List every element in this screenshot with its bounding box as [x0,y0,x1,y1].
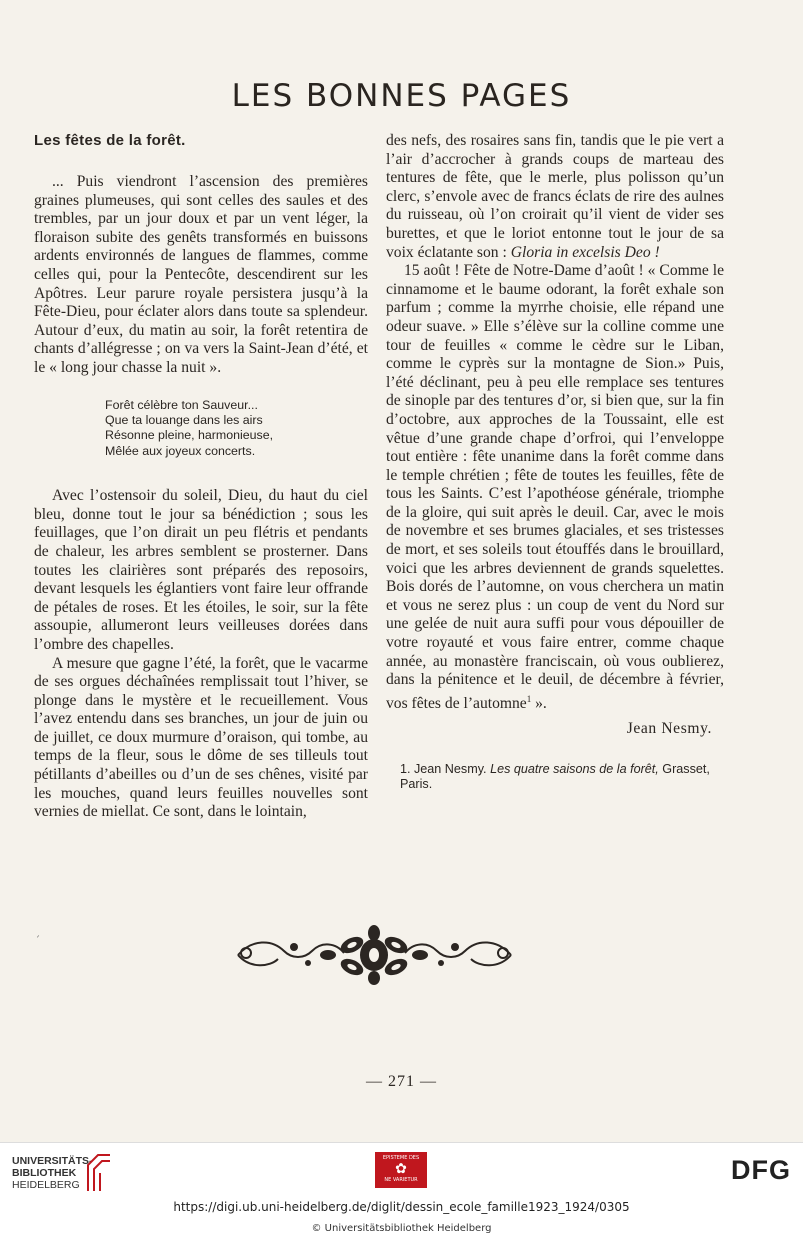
paragraph-text: des nefs, des rosaires sans fin, tandis que le pie vert a l’air d’accrocher à grands coups de marteau des tentures de fête, que le merle, plus polisson qu’un clerc, s’envole avec de francs éclats de rire des aulnes du ruisseau, où l’on croirait qu’il vient de vider ses burettes, et que le loriot entonne tout le jour de sa voix éclatante son : [386,132,724,261]
page-number: — 271 — [366,1073,437,1090]
footnote-suffix: Grasset, Paris. [400,761,710,792]
footnote-marker: 1 [526,693,532,704]
poem [105,398,368,460]
library-logo[interactable] [12,1155,93,1191]
page-header-title: LES BONNES PAGES [231,78,572,114]
poem-line: Forêt célèbre ton Sauveur... [105,397,258,412]
floral-ornament-icon [232,925,517,985]
author-signature: Jean Nesmy. [626,719,712,737]
project-logo-text: EPISTEME DES [382,1155,420,1161]
section-title: Les fêtes de la forêt. [34,132,186,149]
right-column [386,132,724,793]
paragraph: Avec l’ostensoir du soleil, Dieu, du haut du ciel bleu, donne tout le jour sa bénédiction ; sous les feuillages, que l’on dirait un peu flétris et pendants de chaleur, les arbres semblent se prosterner. Dans toutes les clairières sont préparés des reposoirs, devant lesquels les églantiers vont faire leur offrande de pétales de roses. Et les étoiles, le soir, sur la fête assoupie, allumeront leurs veilleuses dorées dans l’ombre des chapelles. [34,487,368,653]
latin-quote: Gloria in excelsis Deo ! [510,243,660,261]
library-name-line: UNIVERSITÄTS- [12,1155,93,1167]
left-column [34,132,368,822]
library-emblem-icon [84,1151,112,1193]
library-name-line: BIBLIOTHEK [12,1167,77,1179]
footnote-prefix: 1. Jean Nesmy. [400,761,487,776]
dfg-logo[interactable]: DFG [731,1155,791,1185]
stray-mark: ´ [35,936,40,947]
poem-line: Que ta louange dans les airs [105,412,263,427]
poem-line: Mêlée aux joyeux concerts. [105,443,256,458]
paragraph: A mesure que gagne l’été, la forêt, que le vacarme de ses orgues déchaînées remplissait tout l’hiver, se plonge dans le mystère et le recueillement. Vous l’avez entendu dans ses branches, un jour de juin ou de juillet, ce doux murmure d’oraison, qui tombe, au temps de la fleur, sous le dôme de ses tilleuls tout pétillants d’abeilles ou d’un de ses chênes, visité par les mouches, quand leurs feuilles nouvelles sont vernies de miellat. Ce sont, dans le lointain, [34,654,368,821]
project-logo-text: NE VARIETUR [384,1177,418,1183]
library-name-line: HEIDELBERG [12,1179,80,1191]
paragraph: ... Puis viendront l’ascension des premières graines plumeuses, qui sont celles des saules et des trembles, par un jour doux et par un vent léger, la floraison subite des genêts transformés en buissons ardents environnés de langues de flammes, comme celles qui, pour la Pentecôte, descendirent sur les Apôtres. Leur parure royale persistera jusqu’à la Fête-Dieu, pour éclater alors dans toute sa splendeur. Autour d’eux, du matin au soir, la forêt retentira de chants d’allégresse ; on va vers la Saint-Jean d’été, et le « long jour chasse la nuit ». [34,173,368,376]
footnote-title: Les quatre saisons de la forêt, [490,761,659,776]
project-logo-emblem-icon: ✿ [395,1161,407,1177]
footer-band [0,1142,803,1242]
paragraph [386,262,724,713]
paragraph-text: 15 août ! Fête de Notre-Dame d’août ! « Comme le cinnamome et le baume odorant, la forêt exhale son parfum ; comme la myrrhe choisie, elle répand une odeur suave. » Elle s’élève sur la colline comme une tour de feuilles « comme le cèdre sur le Liban, comme le cyprès sur la montagne de Sion.» Puis, l’été déclinant, peu à peu elle remplace ses tentures de sinople par des tentures d’or, si bien que, sur la fin d’octobre, aux approches de la Toussaint, elle est vêtue d’une grande chape d’orfroi, qui l’enveloppe tout entière : fête unanime dans la forêt comme dans le temple chrétien ; fête de toutes les feuilles, fête de tous les Saints. C’est l’apothéose générale, triomphe de la gloire, qui suit après le deuil. Car, avec le mois de novembre et ses brumes glaciales, et ses tristesses de mort, et ses soleils tout étouffés dans le brouillard, voici que les arbres deviennent de grands squelettes. Bois dorés de l’automne, on vous cherchera un matin et vous ne serez plus : un coup de vent du Nord sur une gelée de nuit aura suffi pour vous dépouiller de votre royauté et vous faire entrer, comme chaque année, au monastère franciscain, où vous oublierez, dans la pénitence et le deuil, de décembre à février, vos fêtes de l’automne [386,262,724,712]
copyright-notice: © Universitätsbibliothek Heidelberg [311,1223,492,1234]
project-logo[interactable] [375,1152,427,1188]
paragraph-end: ». [531,695,547,712]
poem-line: Résonne pleine, harmonieuse, [105,428,274,443]
paragraph [386,132,724,262]
source-url[interactable]: https://digi.ub.uni-heidelberg.de/diglit/dessin_ecole_famille1923_1924/0305 [173,1200,630,1214]
footnote [386,762,724,793]
